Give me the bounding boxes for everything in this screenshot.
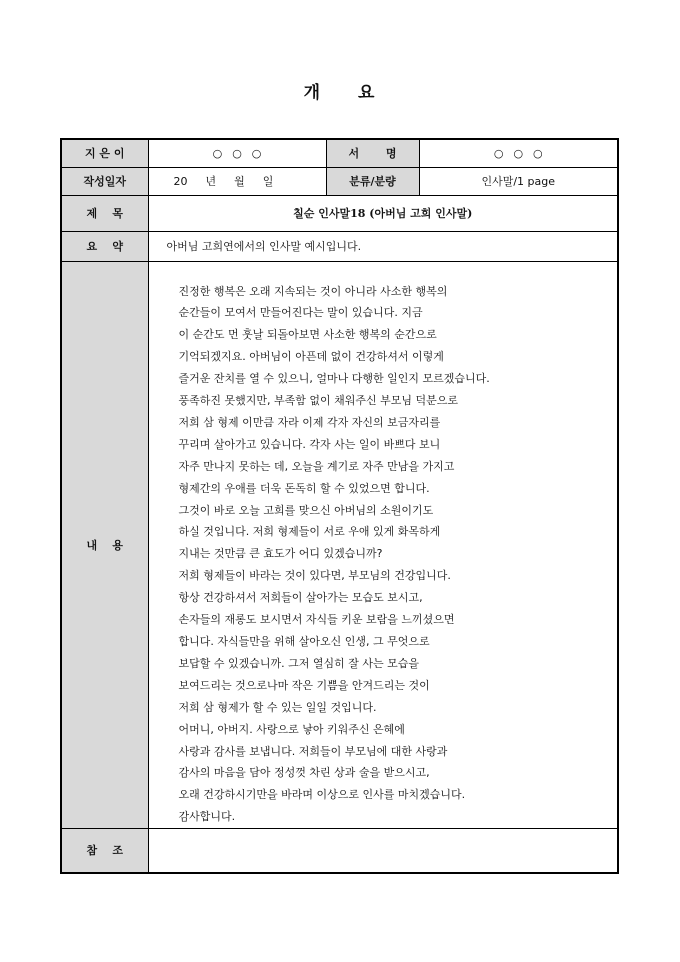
content-line: 손자들의 재롱도 보시면서 자식들 키운 보람을 느끼셨으면 (178, 613, 455, 627)
title-char-1: 개 (303, 83, 322, 103)
content-line: 지내는 것만큼 큰 효도가 어디 있겠습니까? (178, 547, 383, 561)
content-line: 즐거운 잔치를 열 수 있으니, 얼마나 다행한 일인지 모르겠습니다. (178, 372, 490, 386)
content-line: 감사의 마음을 담아 정성껏 차린 상과 술을 받으시고, (178, 766, 430, 780)
content-line: 저희 삼 형제가 할 수 있는 일일 것입니다. (178, 700, 377, 714)
subject-value: 칠순 인사말18 (아버님 고희 인사말) (148, 195, 618, 231)
content-line: 합니다. 자식들만을 위해 살아오신 인생, 그 무엇으로 (178, 635, 430, 648)
content-line: 하실 것입니다. 저희 형제들이 서로 우애 있게 화목하게 (178, 525, 441, 539)
content-row (61, 261, 618, 829)
content-line: 순간들이 모여서 만들어진다는 말이 있습니다. 지금 (178, 306, 423, 320)
reference-value (148, 829, 618, 873)
content-line: 감사합니다. (178, 810, 236, 824)
date-value: 20 년 월 일 (148, 167, 326, 195)
content-line: 저희 삼 형제 이만큼 자라 이제 각자 자신의 보금자리를 (178, 415, 441, 429)
reference-label: 참 조 (61, 829, 148, 873)
signature-label: 서 명 (326, 139, 419, 167)
content-line: 보여드리는 것으로나마 작은 기쁨을 안겨드리는 것이 (178, 678, 430, 692)
content-line: 저희 형제들이 바라는 것이 있다면, 부모님의 건강입니다. (178, 569, 451, 583)
content-line: 사랑과 감사를 보냅니다. 저희들이 부모님에 대한 사랑과 (178, 744, 448, 758)
content-lines (149, 262, 618, 829)
content-label: 내 용 (61, 261, 148, 829)
content-line: 이 순간도 먼 훗날 되돌아보면 사소한 행복의 순간으로 (178, 328, 437, 342)
reference-row (61, 829, 618, 873)
summary-value: 아버님 고희연에서의 인사말 예시입니다. (148, 231, 618, 261)
signature-value: ○ ○ ○ (419, 139, 618, 167)
content-body (148, 261, 618, 829)
content-line: 그것이 바로 오늘 고희를 맞으신 아버님의 소원이기도 (178, 503, 434, 517)
subject-row (61, 195, 618, 231)
content-line: 풍족하진 못했지만, 부족함 없이 채워주신 부모님 덕분으로 (178, 394, 458, 408)
content-line: 자주 만나지 못하는 데, 오늘을 계기로 자주 만남을 가지고 (178, 459, 455, 473)
author-value: ○ ○ ○ (148, 139, 326, 167)
date-label: 작성일자 (61, 167, 148, 195)
category-value: 인사말/1 page (419, 167, 618, 195)
summary-row (61, 231, 618, 261)
content-line: 기억되겠지요. 아버님이 아픈데 없이 건강하셔서 이렇게 (178, 350, 444, 364)
date-row (61, 167, 618, 195)
summary-label: 요 약 (61, 231, 148, 261)
content-line: 보답할 수 있겠습니까. 그저 열심히 잘 사는 모습을 (178, 656, 419, 670)
title-char-2: 요 (358, 83, 377, 103)
subject-label: 제 목 (61, 195, 148, 231)
author-row (61, 139, 618, 167)
content-line: 어머니, 아버지. 사랑으로 낳아 키워주신 은혜에 (178, 722, 405, 736)
document-title (0, 78, 680, 103)
summary-table (60, 138, 619, 874)
content-line: 꾸리며 살아가고 있습니다. 각자 사는 일이 바쁘다 보니 (178, 437, 441, 451)
content-line: 진정한 행복은 오래 지속되는 것이 아니라 사소한 행복의 (178, 284, 448, 298)
content-line: 오래 건강하시기만을 바라며 이상으로 인사를 마치겠습니다. (178, 788, 466, 802)
content-line: 항상 건강하셔서 저희들이 살아가는 모습도 보시고, (178, 591, 423, 605)
author-label: 지 은 이 (61, 139, 148, 167)
category-label: 분류/분량 (326, 167, 419, 195)
content-line: 형제간의 우애를 더욱 돈독히 할 수 있었으면 합니다. (178, 481, 430, 495)
